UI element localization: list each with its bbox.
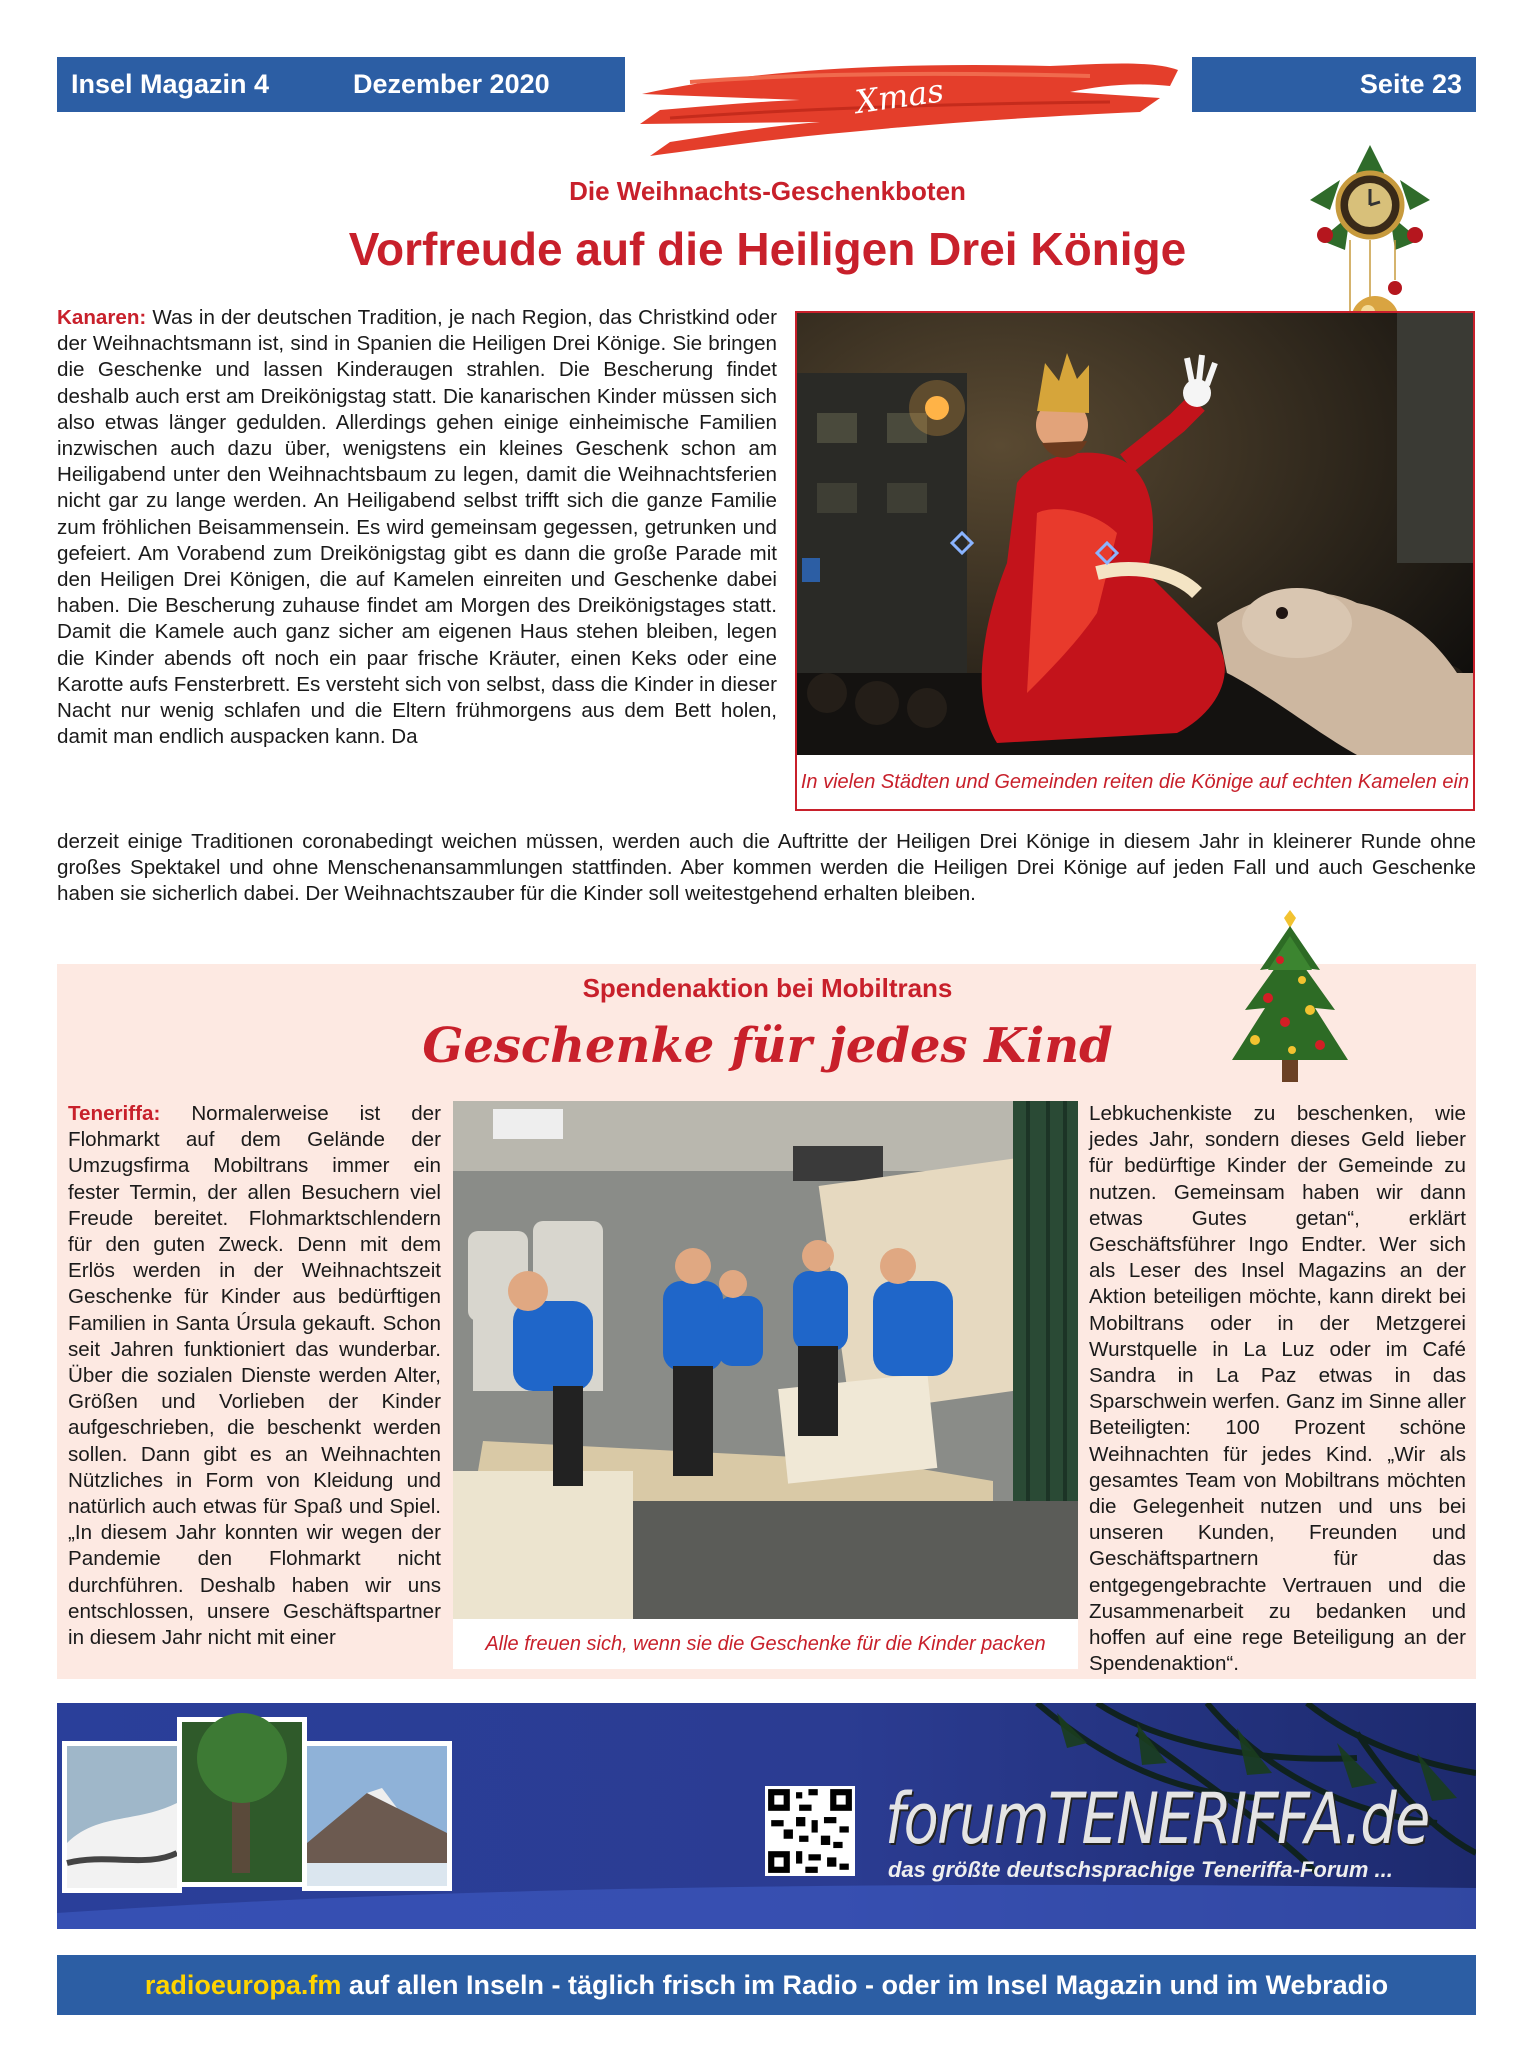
forum-site-subtitle: das größte deutschsprachige Teneriffa-Forum ... — [888, 1857, 1393, 1882]
photo1-caption: In vielen Städten und Gemeinden reiten die Könige auf echten Kamelen ein — [797, 755, 1473, 809]
article1-body-bottom: derzeit einige Traditionen coronabedingt weichen müssen, werden auch die Auftritte der Heiligen Drei Könige in diesem Jahr in kleinerer Runde ohne großes Spektakel und ohne Menschenansammlungen stattfinden. Aber kommen werden die Heiligen Drei Könige auf jeden Fall und auch Geschenke haben sie sicherlich dabei. Der Weihnachtszauber für die Kinder soll weitestgehend erhalten bleiben. — [57, 830, 1476, 906]
gift-packing-image — [453, 1101, 1078, 1619]
photo-gift-packing — [453, 1101, 1078, 1669]
article2-column-left — [68, 1101, 441, 1651]
article2-column-right: Lebkuchenkiste zu beschenken, wie jedes Jahr, sondern dieses Geld lieber für bedürftige Kinder der Gemeinde zu nutzen. Gemeinsam haben wir dann etwas Gutes getan“, erklärt Geschäftsführer Ingo Endter. Wer sich als Leser des Insel Magazins an der Aktion beteiligen möchte, kann direkt bei Mobiltrans oder in der Metzgerei Wurstquelle in La Luz oder im Café Sandra in La Paz etwas in das Sparschwein werfen. Ganz im Sinne aller Beteiligten: 100 Prozent schöne Weihnachten für jedes Kind. „Wir als gesamtes Team von Mobiltrans möchten die Gelegenheit nutzen und uns bei unseren Kunden, Freunden und Geschäftspartnern für das entgegengebrachte Vertrauen und die Zusammenarbeit zu bedanken und hoffen auf eine rege Beteiligung an der Spendenaktion“. — [1089, 1102, 1466, 1676]
page-number: Seite 23 — [1192, 57, 1476, 112]
header-bar-left — [57, 57, 625, 112]
article2-lead: Teneriffa: — [68, 1102, 161, 1125]
footer-bar — [57, 1955, 1476, 2015]
footer-text: auf allen Inseln - täglich frisch im Radio - oder im Insel Magazin und im Webradio — [341, 1970, 1389, 2000]
section-label: Xmas — [852, 71, 946, 122]
article1-kicker: Die Weihnachts-Geschenkboten — [569, 176, 966, 206]
kings-parade-image — [797, 313, 1473, 755]
article2-kicker: Spendenaktion bei Mobiltrans — [582, 973, 953, 1003]
article2-text-left: Normalerweise ist der Flohmarkt auf dem Gelände der Umzugsfirma Mobiltrans immer ein fester Termin, der allen Besuchern viel Freude bereitet. Flohmarktschlendern für den guten Zweck. Denn mit dem Erlös werden in der Weihnachtszeit Geschenke für Kinder aus bedürftigen Familien in Santa Úrsula gekauft. Schon seit Jahren funktioniert das wunderbar. Über die sozialen Dienste werden Alter, Größen und Vorlieben der Kinder aufgeschrieben, die beschenkt werden sollen. Dann gibt es an Weihnachten Nützliches in Form von Kleidung und natürlich auch etwas für Spaß und Spiel. „In diesem Jahr konnten wir wegen der Pandemie den Flohmarkt nicht durchführen. Deshalb haben wir uns entschlossen, unsere Geschäftspartner in diesem Jahr nicht mit einer — [68, 1102, 441, 1650]
qr-code[interactable] — [765, 1786, 855, 1876]
christmas-tree-graphic — [1220, 910, 1360, 1100]
issue-date: Dezember 2020 — [353, 69, 550, 99]
article1-body-top — [57, 305, 777, 750]
photo2-caption: Alle freuen sich, wenn sie die Geschenke für die Kinder packen — [453, 1619, 1078, 1669]
magazine-name: Insel Magazin 4 — [71, 69, 270, 99]
footer-link-radioeuropa[interactable]: radioeuropa.fm — [144, 1970, 342, 2000]
photo-three-kings-parade — [795, 311, 1475, 811]
article1-text-top: Was in der deutschen Tradition, je nach Region, das Christkind oder der Weihnachtsmann ist, sind in Spanien die Heiligen Drei Könige. Sie bringen die Geschenke und lassen Kinderaugen strahlen. Die Bescherung findet deshalb auch erst am Dreikönigstag statt. Die kanarischen Kinder müssen sich also etwas länger gedulden. Allerdings gehen einige einheimische Familien inzwischen auch dazu über, wenigstens ein kleines Geschenk schon am Heiligabend unter den Weihnachtsbaum zu legen, damit die Weihnachtsferien nicht gar zu lange werden. An Heiligabend selbst trifft sich die ganze Familie zum fröhlichen Beisammensein. Es wird gemeinsam gegessen, getrunken und gefeiert. Am Vorabend zum Dreikönigstag gibt es dann die große Parade mit den Heiligen Drei Königen, die auf Kamelen einreiten und Geschenke dabei haben. Die Bescherung zuhause findet am Morgen des Dreikönigstages statt. Damit die Kamele auch ganz sicher am eigenen Haus stehen bleiben, legen die Kinder abends oft noch ein paar frische Kräuter, einen Keks oder eine Karotte aufs Fensterbrett. Es versteht sich von selbst, dass die Kinder in dieser Nacht nur wenig schlafen und die Eltern frühmorgens aus dem Bett holen, damit man endlich auspacken kann. Da — [57, 306, 777, 749]
qr-code-image — [765, 1786, 855, 1876]
article1-title: Vorfreude auf die Heiligen Drei Könige — [348, 223, 1187, 275]
article2-title: Geschenke für jedes Kind — [422, 1018, 1113, 1074]
forum-site-title: forumTENERIFFA.de — [885, 1778, 1429, 1860]
article1-lead: Kanaren: — [57, 306, 147, 329]
